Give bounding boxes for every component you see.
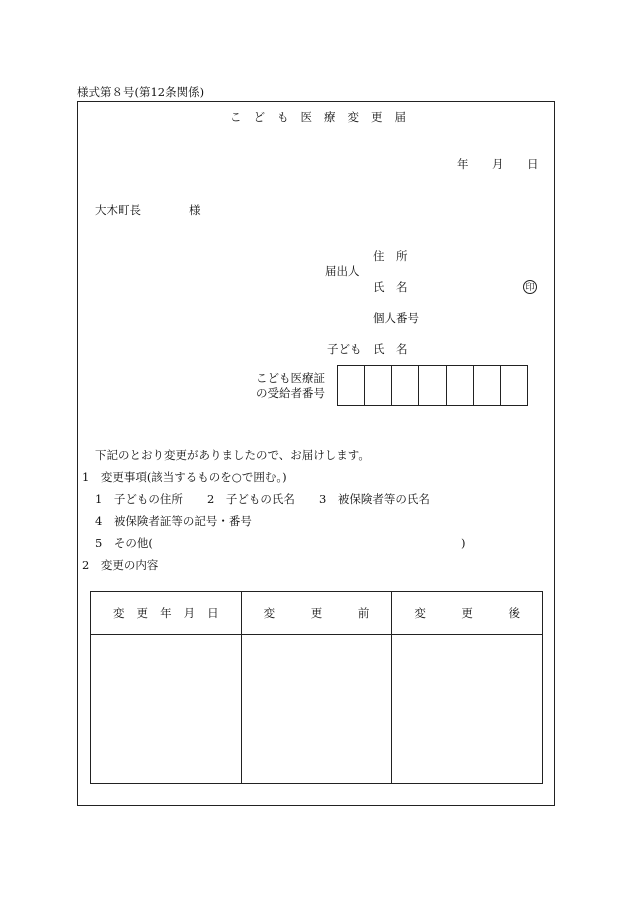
option-insured-name: 3 被保険者等の氏名 <box>319 492 430 506</box>
option-other: 5 その他( <box>95 536 153 550</box>
header-char: 変 <box>113 606 125 620</box>
header-change-date <box>91 592 242 635</box>
title-char: 療 <box>324 110 336 124</box>
header-after-change <box>392 592 543 635</box>
header-before-change <box>241 592 392 635</box>
intro-text: 下記のとおり変更がありましたので、お届けします。 <box>95 448 370 462</box>
form-title <box>230 110 406 124</box>
address-label: 住 所 <box>373 249 408 263</box>
table-header-row <box>91 592 543 635</box>
title-char: ど <box>253 110 265 124</box>
table-row <box>91 635 543 784</box>
option-child-address: 1 子どもの住所 <box>95 492 183 506</box>
header-char: 変 <box>263 606 276 620</box>
title-char: 変 <box>347 110 359 124</box>
cell-change-date[interactable] <box>91 635 242 784</box>
header-char: 更 <box>136 606 149 620</box>
option-insurance-card-number: 4 被保険者証等の記号・番号 <box>95 514 252 528</box>
recipient-number-label-1: こども医療証 <box>256 371 325 385</box>
digit-box[interactable] <box>447 366 474 405</box>
title-char: 更 <box>371 110 383 124</box>
header-char: 変 <box>414 606 426 620</box>
recipient-number-boxes[interactable] <box>337 365 528 406</box>
addressee-name: 大木町長 <box>95 203 141 217</box>
header-char: 月 <box>183 606 196 620</box>
header-char: 更 <box>461 606 473 620</box>
header-char: 年 <box>160 606 172 620</box>
digit-box[interactable] <box>365 366 392 405</box>
name-label: 氏 名 <box>373 280 408 294</box>
section1-title: 1 変更事項(該当するものを○で囲む。) <box>82 470 287 484</box>
date-day-label: 日 <box>527 157 539 171</box>
addressee-honorific: 様 <box>189 203 201 217</box>
header-char: 前 <box>357 606 370 620</box>
seal-mark: 印 <box>523 280 537 294</box>
my-number-label: 個人番号 <box>373 311 419 325</box>
recipient-number-label-2: の受給者番号 <box>256 386 325 400</box>
digit-box[interactable] <box>392 366 419 405</box>
title-char: も <box>277 110 289 124</box>
changes-table <box>90 591 543 784</box>
option-other-close: ) <box>461 536 466 550</box>
digit-box[interactable] <box>474 366 501 405</box>
digit-box[interactable] <box>501 366 527 405</box>
header-char: 日 <box>207 606 219 620</box>
digit-box[interactable] <box>419 366 446 405</box>
digit-box[interactable] <box>338 366 365 405</box>
title-char: 医 <box>300 110 312 124</box>
applicant-label: 届出人 <box>325 264 360 278</box>
child-name-label: 子ども 氏 名 <box>327 342 408 356</box>
date-month-label: 月 <box>492 157 504 171</box>
title-char: 届 <box>394 110 406 124</box>
form-number: 様式第８号(第12条関係) <box>77 85 205 99</box>
header-char: 後 <box>508 606 520 620</box>
section2-title: 2 変更の内容 <box>82 558 159 572</box>
header-char: 更 <box>310 606 323 620</box>
cell-before-change[interactable] <box>241 635 392 784</box>
option-child-name: 2 子どもの氏名 <box>207 492 295 506</box>
cell-after-change[interactable] <box>392 635 543 784</box>
date-year-label: 年 <box>457 157 469 171</box>
title-char: こ <box>230 110 242 124</box>
